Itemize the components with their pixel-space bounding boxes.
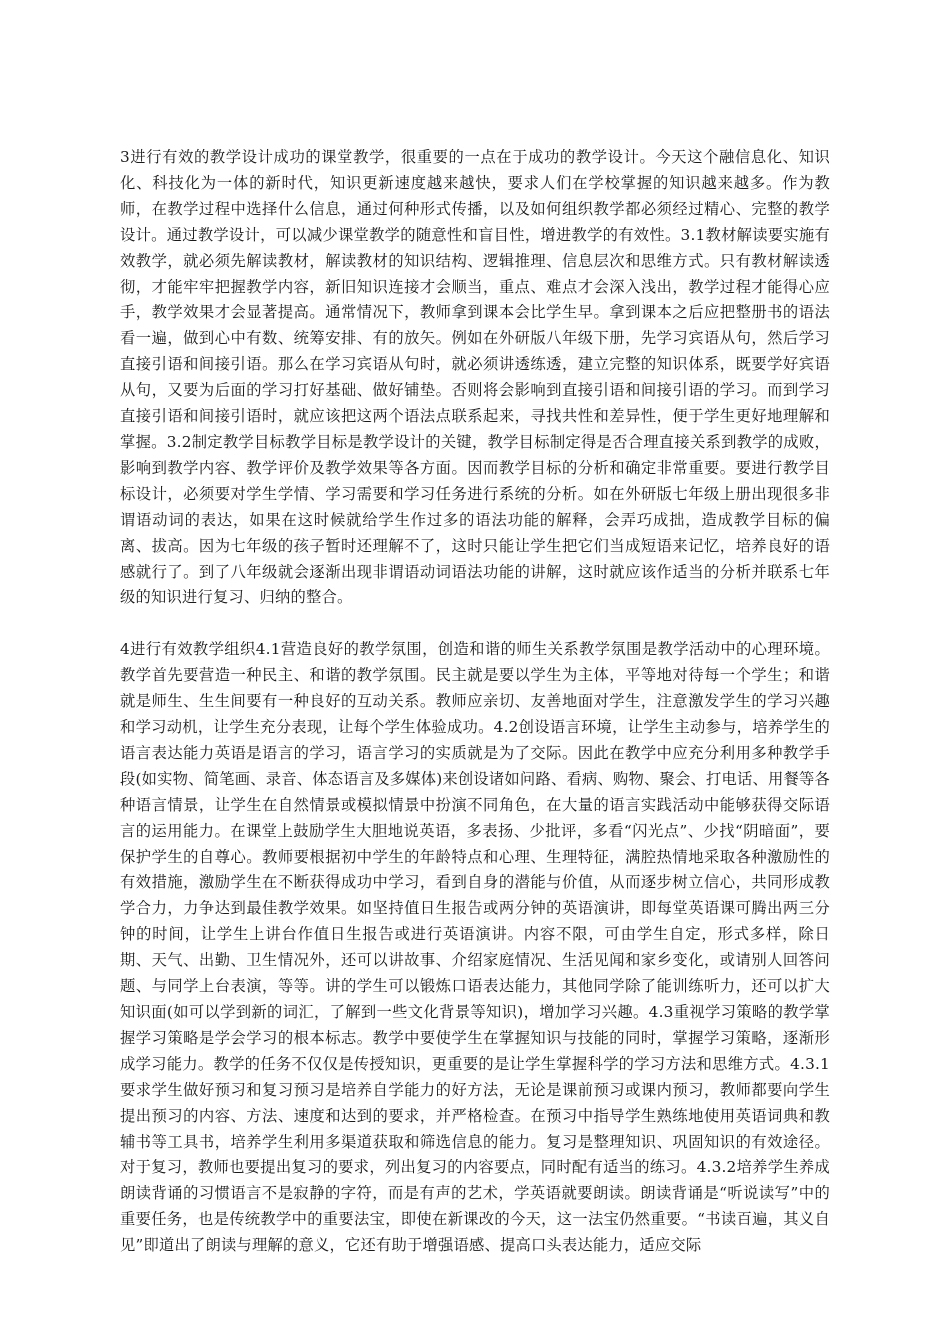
paragraph-section-3: 3进行有效的教学设计成功的课堂教学，很重要的一点在于成功的教学设计。今天这个融信息化、知识化、科技化为一体的新时代，知识更新速度越来越快，要求人们在学校掌握的知识越来越多。作为教师，在教学过程中选择什么信息，通过何种形式传播，以及如何组织教学都必须经过精心、完整的教学设计。通过教学设计，可以减少课堂教学的随意性和盲目性，增进教学的有效性。3.1教材解读要实施有效教学，就必须先解读教材，解读教材的知识结构、逻辑推理、信息层次和思维方式。只有教材解读透彻，才能牢牢把握教学内容，新旧知识连接才会顺当，重点、难点才会深入浅出，教学过程才能得心应手，教学效果才会显著提高。通常情况下，教师拿到课本会比学生早。拿到课本之后应把整册书的语法看一遍，做到心中有数、统筹安排、有的放矢。例如在外研版八年级下册，先学习宾语从句，然后学习直接引语和间接引语。那么在学习宾语从句时，就必须讲透练透，建立完整的知识体系，既要学好宾语从句，又要为后面的学习打好基础、做好铺垫。否则将会影响到直接引语和间接引语的学习。而到学习直接引语和间接引语时，就应该把这两个语法点联系起来，寻找共性和差异性，便于学生更好地理解和掌握。3.2制定教学目标教学目标是教学设计的关键，教学目标制定得是否合理直接关系到教学的成败，影响到教学内容、教学评价及教学效果等各方面。因而教学目标的分析和确定非常重要。要进行教学目标设计，必须要对学生学情、学习需要和学习任务进行系统的分析。如在外研版七年级上册出现很多非谓语动词的表达，如果在这时候就给学生作过多的语法功能的解释，会弄巧成拙，造成教学目标的偏离、拔高。因为七年级的孩子暂时还理解不了，这时只能让学生把它们当成短语来记忆，培养良好的语感就行了。到了八年级就会逐渐出现非谓语动词语法功能的讲解，这时就应该作适当的分析并联系七年级的知识进行复习、归纳的整合。 (120, 148, 830, 607)
paragraph-section-4: 4进行有效教学组织4.1营造良好的教学氛围，创造和谐的师生关系教学氛围是教学活动中的心理环境。教学首先要营造一种民主、和谐的教学氛围。民主就是要以学生为主体，平等地对待每一个学生；和谐就是师生、生生间要有一种良好的互动关系。教师应亲切、友善地面对学生，注意激发学生的学习兴趣和学习动机，让学生充分表现，让每个学生体验成功。4.2创设语言环境，让学生主动参与，培养学生的语言表达能力英语是语言的学习，语言学习的实质就是为了交际。因此在教学中应充分利用多种教学手段(如实物、简笔画、录音、体态语言及多媒体)来创设诸如问路、看病、购物、聚会、打电话、用餐等各种语言情景，让学生在自然情景或模拟情景中扮演不同角色，在大量的语言实践活动中能够获得交际语言的运用能力。在课堂上鼓励学生大胆地说英语，多表扬、少批评，多看“闪光点”、少找“阴暗面”，要保护学生的自尊心。教师要根据初中学生的年龄特点和心理、生理特征，满腔热情地采取各种激励性的有效措施，激励学生在不断获得成功中学习，看到自身的潜能与价值，从而逐步树立信心，共同形成教学合力，力争达到最佳教学效果。如坚持值日生报告或两分钟的英语演讲，即每堂英语课可腾出两三分钟的时间，让学生上讲台作值日生报告或进行英语演讲。内容不限，可由学生自定，形式多样，除日期、天气、出勤、卫生情况外，还可以讲故事、介绍家庭情况、生活见闻和家乡变化，或请别人回答问题、与同学上台表演，等等。讲的学生可以锻炼口语表达能力，其他同学除了能训练听力，还可以扩大知识面(如可以学到新的词汇，了解到一些文化背景等知识)，增加学习兴趣。4.3重视学习策略的教学掌握学习策略是学会学习的根本标志。教学中要使学生在掌握知识与技能的同时，掌握学习策略，逐渐形成学习能力。教学的任务不仅仅是传授知识，更重要的是让学生掌握科学的学习方法和思维方式。4.3.1要求学生做好预习和复习预习是培养自学能力的好方法，无论是课前预习或课内预习，教师都要向学生提出预习的内容、方法、速度和达到的要求，并严格检查。在预习中指导学生熟练地使用英语词典和教辅书等工具书，培养学生利用多渠道获取和筛选信息的能力。复习是整理知识、巩固知识的有效途径。对于复习，教师也要提出复习的要求，列出复习的内容要点，同时配有适当的练习。4.3.2培养学生养成朗读背诵的习惯语言不是寂静的字符，而是有声的艺术，学英语就要朗读。朗读背诵是“听说读写”中的重要任务，也是传统教学中的重要法宝，即使在新课改的今天，这一法宝仍然重要。“书读百遍，其义自见”即道出了朗读与理解的意义，它还有助于增强语感、提高口头表达能力，适应交际 (120, 640, 830, 1255)
document-body (120, 145, 830, 1259)
